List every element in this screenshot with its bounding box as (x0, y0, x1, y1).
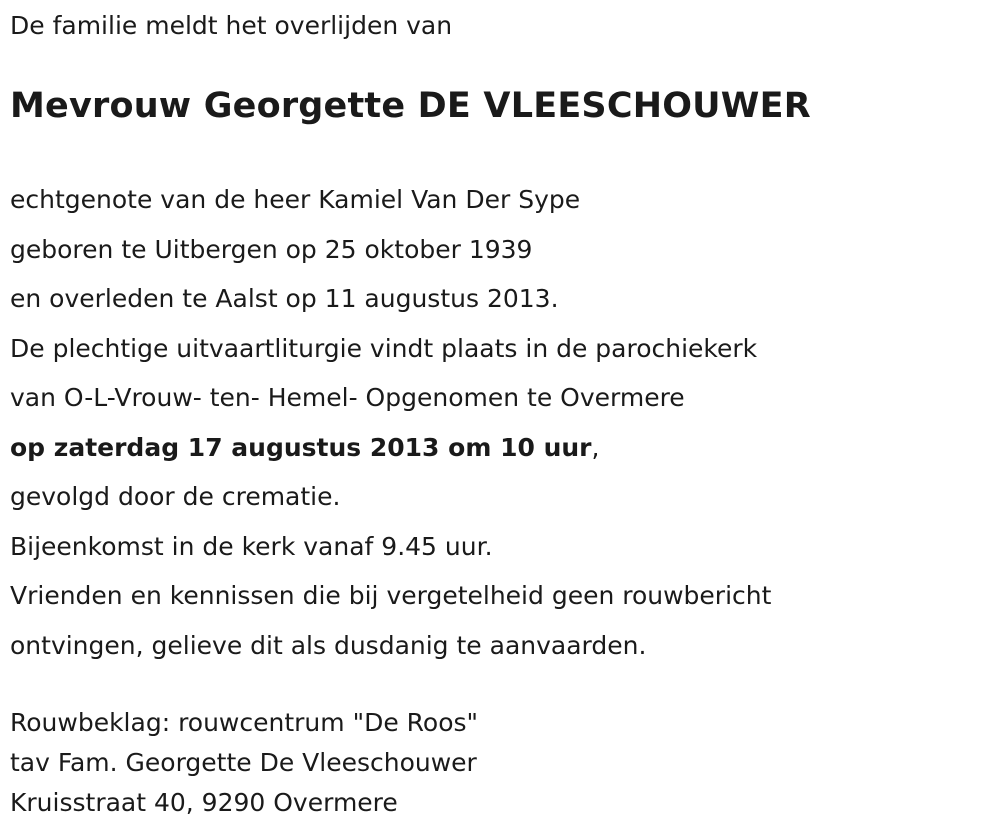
funeral-date-line (10, 423, 771, 473)
gathering-line: Bijeenkomst in de kerk vanaf 9.45 uur. (10, 531, 493, 561)
funeral-date-suffix: , (591, 432, 600, 462)
birth-line: geboren te Uitbergen op 25 oktober 1939 (10, 234, 533, 264)
condolence-line-2: tav Fam. Georgette De Vleeschouwer (10, 748, 477, 777)
cremation-line: gevolgd door de crematie. (10, 482, 341, 511)
liturgy-line-2: van O-L-Vrouw- ten- Hemel- Opgenomen te Overmere (10, 383, 685, 412)
liturgy-line-1: De plechtige uitvaartliturgie vindt plaats in de parochiekerk (10, 333, 758, 363)
condolence-address (10, 703, 478, 823)
condolence-line-3: Kruisstraat 40, 9290 Overmere (10, 788, 398, 817)
death-line: en overleden te Aalst op 11 augustus 2013. (10, 284, 559, 313)
intro-text: De familie meldt het overlijden van (10, 11, 453, 40)
notice-details (10, 175, 771, 670)
notice-line-1: Vrienden en kennissen die bij vergetelheid geen rouwbericht (10, 581, 772, 610)
funeral-date: op zaterdag 17 augustus 2013 om 10 uur (10, 432, 592, 462)
notice-line-2: ontvingen, gelieve dit als dusdanig te aanvaarden. (10, 630, 647, 660)
spouse-line: echtgenote van de heer Kamiel Van Der Sype (10, 185, 581, 214)
condolence-line-1: Rouwbeklag: rouwcentrum "De Roos" (10, 708, 479, 737)
deceased-name: Mevrouw Georgette DE VLEESCHOUWER (10, 86, 811, 126)
